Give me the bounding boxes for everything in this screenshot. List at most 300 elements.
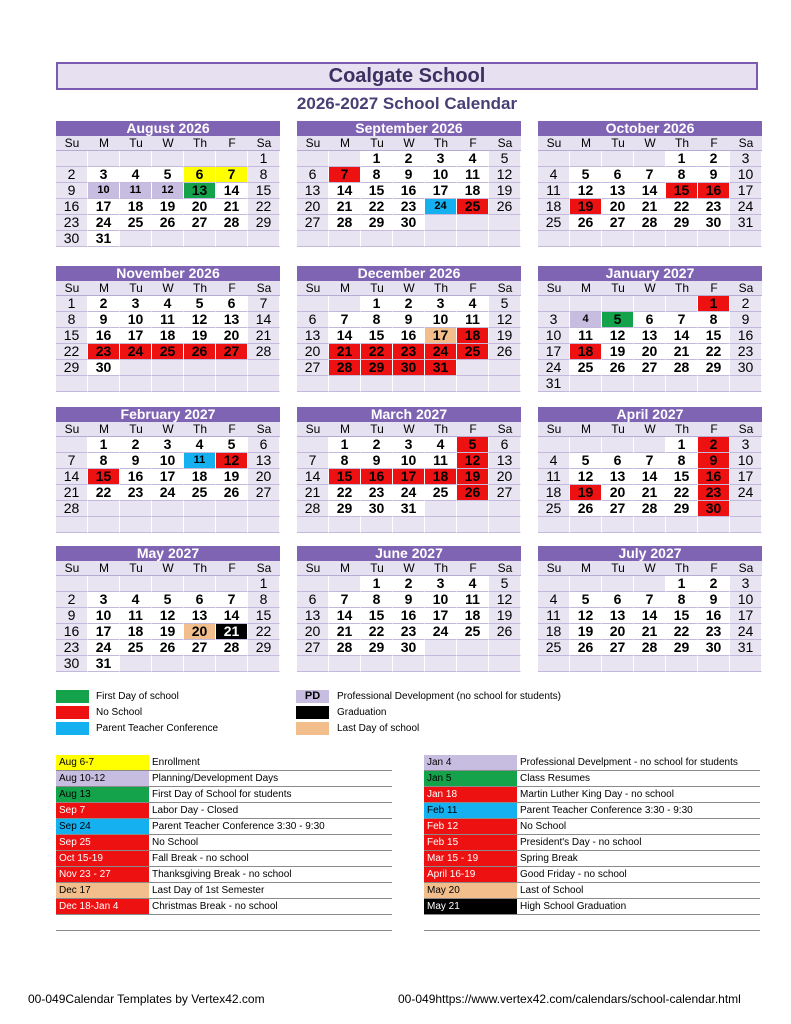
day-cell: 5 bbox=[570, 592, 602, 608]
day-cell: 11 bbox=[570, 328, 602, 344]
day-cell: 26 bbox=[489, 199, 521, 215]
day-cell: 24 bbox=[730, 485, 762, 501]
day-cell: 6 bbox=[184, 592, 216, 608]
day-cell: 12 bbox=[184, 312, 216, 328]
day-cell: 15 bbox=[248, 183, 280, 199]
day-cell: 31 bbox=[393, 501, 425, 517]
event-date: Dec 18-Jan 4 bbox=[56, 899, 149, 914]
day-cell: 18 bbox=[570, 344, 602, 360]
empty-cell bbox=[602, 656, 634, 672]
day-cell: 9 bbox=[698, 453, 730, 469]
month-calendar bbox=[297, 266, 521, 392]
event-date: Aug 6-7 bbox=[56, 755, 149, 770]
day-cell: 15 bbox=[361, 608, 393, 624]
empty-cell bbox=[457, 231, 489, 247]
day-cell: 19 bbox=[457, 469, 489, 485]
event-date: Sep 24 bbox=[56, 819, 149, 834]
day-cell: 1 bbox=[666, 437, 698, 453]
day-of-week-label: Su bbox=[297, 422, 329, 437]
event-row bbox=[56, 787, 392, 803]
empty-cell bbox=[425, 376, 457, 392]
day-of-week-label: Tu bbox=[120, 281, 152, 296]
day-cell: 15 bbox=[361, 183, 393, 199]
event-description: Martin Luther King Day - no school bbox=[520, 789, 674, 800]
day-of-week-label: Su bbox=[538, 136, 570, 151]
day-of-week-label: W bbox=[152, 422, 184, 437]
day-cell: 5 bbox=[602, 312, 634, 328]
day-cell: 19 bbox=[152, 199, 184, 215]
day-of-week-label: W bbox=[152, 561, 184, 576]
month-grid bbox=[56, 561, 280, 672]
empty-cell bbox=[120, 151, 152, 167]
day-cell: 30 bbox=[730, 360, 762, 376]
empty-cell bbox=[602, 437, 634, 453]
day-cell: 17 bbox=[393, 469, 425, 485]
day-cell: 4 bbox=[457, 151, 489, 167]
day-cell: 7 bbox=[634, 167, 666, 183]
empty-cell bbox=[538, 656, 570, 672]
day-cell: 2 bbox=[56, 167, 88, 183]
day-cell: 1 bbox=[666, 151, 698, 167]
empty-cell bbox=[538, 437, 570, 453]
day-cell: 8 bbox=[666, 592, 698, 608]
day-cell: 29 bbox=[248, 640, 280, 656]
day-cell: 13 bbox=[634, 328, 666, 344]
events-list-left bbox=[56, 755, 392, 935]
empty-cell bbox=[730, 376, 762, 392]
day-cell: 2 bbox=[56, 592, 88, 608]
day-cell: 25 bbox=[570, 360, 602, 376]
empty-cell bbox=[698, 376, 730, 392]
day-cell: 24 bbox=[120, 344, 152, 360]
day-of-week-label: F bbox=[698, 136, 730, 151]
day-cell: 14 bbox=[297, 469, 329, 485]
day-cell: 28 bbox=[634, 501, 666, 517]
day-cell: 14 bbox=[216, 608, 248, 624]
day-of-week-label: F bbox=[216, 422, 248, 437]
day-of-week-label: M bbox=[570, 281, 602, 296]
day-cell: 25 bbox=[538, 640, 570, 656]
day-cell: 20 bbox=[297, 344, 329, 360]
day-cell: 24 bbox=[393, 485, 425, 501]
day-cell: 15 bbox=[666, 469, 698, 485]
day-cell: 17 bbox=[730, 608, 762, 624]
event-date bbox=[56, 915, 149, 930]
day-cell: 23 bbox=[361, 485, 393, 501]
day-cell: 23 bbox=[698, 199, 730, 215]
day-cell: 25 bbox=[457, 344, 489, 360]
day-cell: 28 bbox=[329, 215, 361, 231]
day-cell: 1 bbox=[248, 151, 280, 167]
day-cell: 17 bbox=[120, 328, 152, 344]
day-cell: 5 bbox=[216, 437, 248, 453]
day-cell: 18 bbox=[457, 183, 489, 199]
empty-cell bbox=[88, 376, 120, 392]
day-cell: 20 bbox=[248, 469, 280, 485]
empty-cell bbox=[634, 437, 666, 453]
day-cell: 24 bbox=[152, 485, 184, 501]
empty-cell bbox=[216, 517, 248, 533]
day-cell: 10 bbox=[120, 312, 152, 328]
day-cell: 6 bbox=[602, 167, 634, 183]
day-cell: 25 bbox=[538, 501, 570, 517]
event-description: Planning/Development Days bbox=[152, 773, 279, 784]
day-cell: 28 bbox=[666, 360, 698, 376]
empty-cell bbox=[393, 656, 425, 672]
day-cell: 10 bbox=[88, 608, 120, 624]
month-grid bbox=[297, 136, 521, 247]
event-date: Mar 15 - 19 bbox=[424, 851, 517, 866]
day-cell: 2 bbox=[730, 296, 762, 312]
month-calendar bbox=[297, 546, 521, 672]
day-cell: 11 bbox=[425, 453, 457, 469]
day-cell: 6 bbox=[297, 592, 329, 608]
day-cell: 22 bbox=[361, 624, 393, 640]
day-cell: 19 bbox=[602, 344, 634, 360]
day-of-week-label: M bbox=[88, 422, 120, 437]
day-cell: 4 bbox=[457, 576, 489, 592]
day-cell: 18 bbox=[120, 624, 152, 640]
empty-cell bbox=[666, 231, 698, 247]
empty-cell bbox=[216, 360, 248, 376]
day-cell: 6 bbox=[602, 453, 634, 469]
day-cell: 23 bbox=[393, 624, 425, 640]
empty-cell bbox=[730, 517, 762, 533]
legend-label-first-day: First Day of school bbox=[96, 691, 179, 702]
day-cell: 19 bbox=[570, 199, 602, 215]
day-cell: 6 bbox=[297, 167, 329, 183]
day-cell: 3 bbox=[538, 312, 570, 328]
legend-swatch-ptc bbox=[56, 722, 89, 735]
day-cell: 5 bbox=[489, 576, 521, 592]
empty-cell bbox=[297, 231, 329, 247]
event-description: Thanksgiving Break - no school bbox=[152, 869, 292, 880]
empty-cell bbox=[570, 296, 602, 312]
day-cell: 11 bbox=[120, 183, 152, 199]
day-cell: 30 bbox=[56, 231, 88, 247]
event-row bbox=[56, 755, 392, 771]
day-cell: 19 bbox=[489, 328, 521, 344]
day-cell: 9 bbox=[393, 167, 425, 183]
day-cell: 1 bbox=[361, 576, 393, 592]
day-cell: 13 bbox=[297, 608, 329, 624]
calendar-title: Coalgate School bbox=[56, 62, 758, 90]
day-of-week-label: Sa bbox=[489, 281, 521, 296]
day-of-week-label: M bbox=[329, 422, 361, 437]
day-cell: 17 bbox=[730, 469, 762, 485]
day-of-week-label: W bbox=[393, 422, 425, 437]
empty-cell bbox=[457, 215, 489, 231]
month-grid bbox=[297, 422, 521, 533]
day-cell: 30 bbox=[361, 501, 393, 517]
event-row bbox=[56, 867, 392, 883]
day-cell: 19 bbox=[489, 608, 521, 624]
day-cell: 3 bbox=[425, 296, 457, 312]
day-cell: 1 bbox=[88, 437, 120, 453]
day-cell: 20 bbox=[602, 624, 634, 640]
empty-cell bbox=[152, 360, 184, 376]
event-date: Feb 15 bbox=[424, 835, 517, 850]
day-cell: 23 bbox=[698, 485, 730, 501]
empty-cell bbox=[216, 656, 248, 672]
day-cell: 25 bbox=[152, 344, 184, 360]
empty-cell bbox=[634, 517, 666, 533]
day-cell: 22 bbox=[361, 199, 393, 215]
empty-cell bbox=[393, 517, 425, 533]
empty-cell bbox=[602, 517, 634, 533]
legend-swatch-first-day bbox=[56, 690, 89, 703]
day-cell: 27 bbox=[216, 344, 248, 360]
day-cell: 11 bbox=[457, 312, 489, 328]
day-cell: 17 bbox=[538, 344, 570, 360]
empty-cell bbox=[666, 517, 698, 533]
day-of-week-label: Th bbox=[184, 281, 216, 296]
day-of-week-label: Sa bbox=[489, 561, 521, 576]
empty-cell bbox=[184, 360, 216, 376]
day-cell: 12 bbox=[489, 592, 521, 608]
day-of-week-label: Sa bbox=[248, 281, 280, 296]
empty-cell bbox=[297, 151, 329, 167]
day-cell: 27 bbox=[184, 215, 216, 231]
day-cell: 8 bbox=[698, 312, 730, 328]
day-cell: 8 bbox=[666, 167, 698, 183]
event-date: Jan 4 bbox=[424, 755, 517, 770]
event-description: Enrollment bbox=[152, 757, 200, 768]
day-cell: 22 bbox=[248, 624, 280, 640]
month-grid bbox=[538, 422, 762, 533]
day-of-week-label: W bbox=[393, 281, 425, 296]
month-header: December 2026 bbox=[297, 266, 521, 281]
day-of-week-label: F bbox=[457, 422, 489, 437]
day-cell: 13 bbox=[602, 183, 634, 199]
empty-cell bbox=[634, 296, 666, 312]
empty-cell bbox=[425, 656, 457, 672]
day-of-week-label: Tu bbox=[120, 422, 152, 437]
event-description: President's Day - no school bbox=[520, 837, 642, 848]
day-cell: 2 bbox=[698, 576, 730, 592]
empty-cell bbox=[361, 656, 393, 672]
empty-cell bbox=[457, 360, 489, 376]
month-grid bbox=[538, 281, 762, 392]
empty-cell bbox=[425, 231, 457, 247]
empty-cell bbox=[666, 296, 698, 312]
day-cell: 13 bbox=[602, 469, 634, 485]
day-cell: 16 bbox=[88, 328, 120, 344]
empty-cell bbox=[538, 231, 570, 247]
day-cell: 25 bbox=[184, 485, 216, 501]
day-cell: 21 bbox=[216, 624, 248, 640]
day-cell: 6 bbox=[634, 312, 666, 328]
empty-cell bbox=[329, 296, 361, 312]
day-cell: 27 bbox=[297, 360, 329, 376]
day-cell: 21 bbox=[634, 485, 666, 501]
day-cell: 9 bbox=[698, 592, 730, 608]
month-grid bbox=[538, 561, 762, 672]
day-cell: 12 bbox=[570, 183, 602, 199]
empty-cell bbox=[184, 501, 216, 517]
day-cell: 23 bbox=[730, 344, 762, 360]
day-cell: 14 bbox=[216, 183, 248, 199]
day-cell: 5 bbox=[152, 167, 184, 183]
day-cell: 7 bbox=[248, 296, 280, 312]
day-cell: 17 bbox=[152, 469, 184, 485]
empty-cell bbox=[730, 501, 762, 517]
day-of-week-label: Tu bbox=[120, 561, 152, 576]
event-date: May 20 bbox=[424, 883, 517, 898]
calendar-subtitle: 2026-2027 School Calendar bbox=[296, 94, 518, 113]
day-cell: 23 bbox=[393, 344, 425, 360]
day-cell: 17 bbox=[425, 183, 457, 199]
empty-cell bbox=[602, 576, 634, 592]
event-date: Sep 7 bbox=[56, 803, 149, 818]
day-of-week-label: W bbox=[152, 136, 184, 151]
day-cell: 17 bbox=[425, 328, 457, 344]
day-cell: 6 bbox=[248, 437, 280, 453]
day-cell: 2 bbox=[698, 151, 730, 167]
empty-cell bbox=[538, 576, 570, 592]
day-cell: 3 bbox=[152, 437, 184, 453]
day-cell: 15 bbox=[666, 183, 698, 199]
day-cell: 26 bbox=[489, 344, 521, 360]
day-cell: 7 bbox=[329, 592, 361, 608]
day-of-week-label: F bbox=[457, 561, 489, 576]
day-cell: 25 bbox=[538, 215, 570, 231]
footer-right: 00-049https://www.vertex42.com/calendars/school-calendar.html bbox=[398, 992, 741, 1006]
empty-cell bbox=[634, 656, 666, 672]
day-of-week-label: M bbox=[88, 561, 120, 576]
event-row bbox=[424, 899, 760, 915]
day-cell: 16 bbox=[393, 328, 425, 344]
day-cell: 4 bbox=[120, 167, 152, 183]
day-cell: 31 bbox=[88, 231, 120, 247]
day-cell: 5 bbox=[489, 151, 521, 167]
day-of-week-label: Su bbox=[56, 281, 88, 296]
day-cell: 23 bbox=[120, 485, 152, 501]
day-cell: 8 bbox=[248, 592, 280, 608]
day-of-week-label: Th bbox=[666, 136, 698, 151]
day-cell: 4 bbox=[457, 296, 489, 312]
month-grid bbox=[297, 281, 521, 392]
empty-cell bbox=[329, 151, 361, 167]
day-of-week-label: Th bbox=[184, 422, 216, 437]
empty-cell bbox=[489, 215, 521, 231]
empty-cell bbox=[425, 215, 457, 231]
day-cell: 22 bbox=[666, 199, 698, 215]
event-description: Parent Teacher Conference 3:30 - 9:30 bbox=[152, 821, 325, 832]
month-calendar bbox=[56, 266, 280, 392]
day-cell: 25 bbox=[457, 624, 489, 640]
day-cell: 15 bbox=[666, 608, 698, 624]
empty-cell bbox=[361, 517, 393, 533]
empty-cell bbox=[56, 517, 88, 533]
day-of-week-label: W bbox=[634, 281, 666, 296]
day-cell: 7 bbox=[216, 592, 248, 608]
empty-cell bbox=[634, 151, 666, 167]
month-calendar bbox=[297, 121, 521, 247]
event-row bbox=[56, 851, 392, 867]
empty-cell bbox=[489, 231, 521, 247]
day-cell: 13 bbox=[184, 183, 216, 199]
day-cell: 29 bbox=[666, 501, 698, 517]
month-header: April 2027 bbox=[538, 407, 762, 422]
event-description: Christmas Break - no school bbox=[152, 901, 278, 912]
day-cell: 10 bbox=[730, 167, 762, 183]
day-cell: 26 bbox=[602, 360, 634, 376]
day-cell: 27 bbox=[184, 640, 216, 656]
day-cell: 14 bbox=[329, 328, 361, 344]
day-cell: 20 bbox=[489, 469, 521, 485]
empty-cell bbox=[570, 231, 602, 247]
day-cell: 24 bbox=[538, 360, 570, 376]
day-cell: 10 bbox=[425, 312, 457, 328]
day-of-week-label: Su bbox=[538, 422, 570, 437]
day-cell: 4 bbox=[120, 592, 152, 608]
legend-label-graduation: Graduation bbox=[337, 707, 387, 718]
day-cell: 7 bbox=[56, 453, 88, 469]
empty-cell bbox=[457, 501, 489, 517]
day-cell: 28 bbox=[634, 215, 666, 231]
day-cell: 4 bbox=[425, 437, 457, 453]
day-cell: 19 bbox=[570, 485, 602, 501]
legend bbox=[56, 690, 758, 740]
day-cell: 15 bbox=[88, 469, 120, 485]
day-cell: 16 bbox=[393, 183, 425, 199]
day-cell: 18 bbox=[425, 469, 457, 485]
day-cell: 3 bbox=[425, 576, 457, 592]
day-cell: 30 bbox=[56, 656, 88, 672]
day-cell: 6 bbox=[184, 167, 216, 183]
day-cell: 29 bbox=[248, 215, 280, 231]
day-of-week-label: M bbox=[329, 561, 361, 576]
day-cell: 13 bbox=[602, 608, 634, 624]
day-cell: 10 bbox=[425, 167, 457, 183]
day-cell: 26 bbox=[489, 624, 521, 640]
day-cell: 20 bbox=[184, 199, 216, 215]
day-cell: 8 bbox=[361, 592, 393, 608]
event-row bbox=[56, 883, 392, 899]
day-cell: 23 bbox=[698, 624, 730, 640]
day-of-week-label: Th bbox=[425, 136, 457, 151]
event-description: First Day of School for students bbox=[152, 789, 292, 800]
event-description: No School bbox=[520, 821, 567, 832]
month-grid bbox=[56, 422, 280, 533]
empty-cell bbox=[88, 501, 120, 517]
event-date: Aug 13 bbox=[56, 787, 149, 802]
day-of-week-label: M bbox=[88, 136, 120, 151]
day-cell: 18 bbox=[120, 199, 152, 215]
day-cell: 21 bbox=[329, 344, 361, 360]
day-cell: 1 bbox=[361, 151, 393, 167]
day-cell: 1 bbox=[329, 437, 361, 453]
day-cell: 16 bbox=[698, 183, 730, 199]
day-cell: 21 bbox=[297, 485, 329, 501]
day-cell: 7 bbox=[329, 167, 361, 183]
month-calendar bbox=[297, 407, 521, 533]
empty-cell bbox=[248, 501, 280, 517]
day-of-week-label: Su bbox=[56, 422, 88, 437]
day-cell: 27 bbox=[297, 215, 329, 231]
day-cell: 20 bbox=[297, 624, 329, 640]
day-cell: 14 bbox=[634, 183, 666, 199]
event-description: No School bbox=[152, 837, 199, 848]
month-calendar bbox=[56, 546, 280, 672]
day-cell: 11 bbox=[538, 608, 570, 624]
day-cell: 26 bbox=[570, 501, 602, 517]
legend-label-pd: Professional Development (no school for students) bbox=[337, 691, 562, 702]
empty-cell bbox=[184, 517, 216, 533]
day-cell: 2 bbox=[361, 437, 393, 453]
day-cell: 18 bbox=[457, 608, 489, 624]
